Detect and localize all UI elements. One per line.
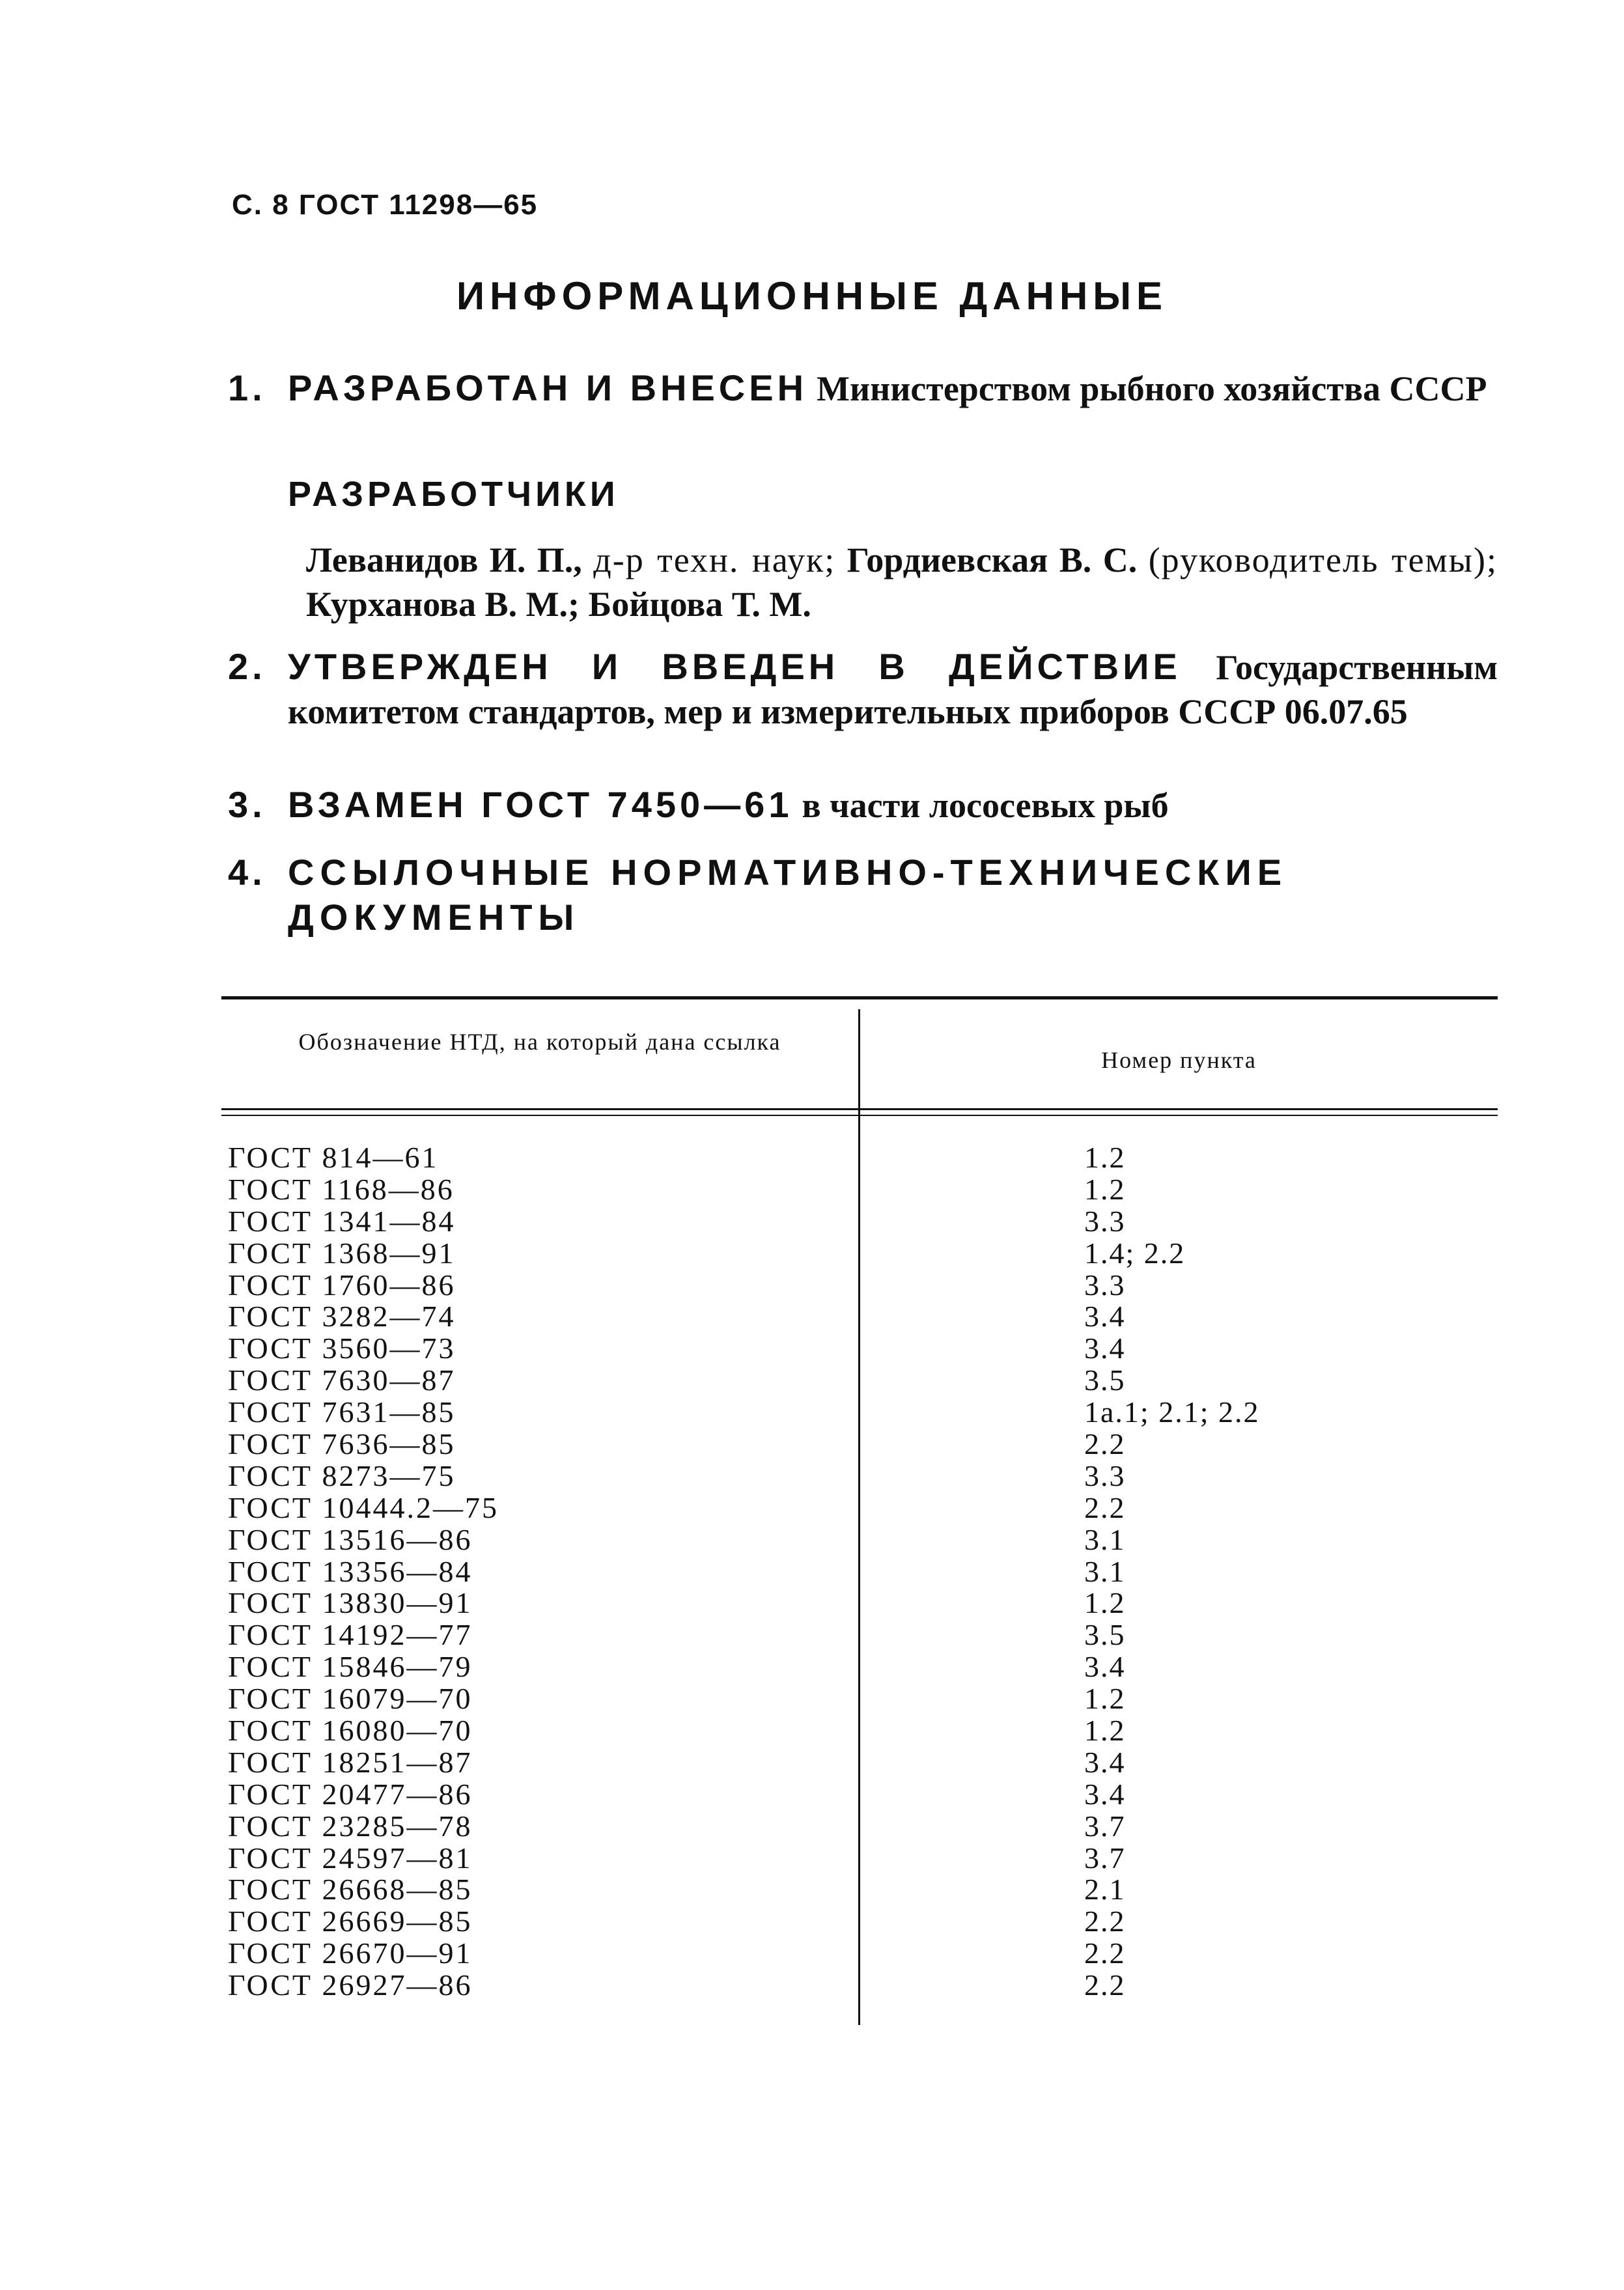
document-designation: ГОСТ 10444.2—75 (228, 1490, 499, 1524)
item-number: 2.1 (1084, 1873, 1126, 1906)
table-row (221, 1779, 1498, 1811)
section-caps: ССЫЛОЧНЫЕ НОРМАТИВНО-ТЕХНИЧЕСКИЕ ДОКУМЕНТЫ (288, 852, 1288, 938)
document-designation: ГОСТ 814—61 (228, 1141, 439, 1174)
item-number: 2.2 (1084, 1905, 1126, 1938)
section-2 (228, 645, 1498, 734)
item-number: 3.4 (1084, 1650, 1126, 1684)
document-designation: ГОСТ 26927—86 (228, 1968, 473, 2002)
document-designation: ГОСТ 26670—91 (228, 1936, 473, 1970)
document-designation: ГОСТ 24597—81 (228, 1841, 473, 1875)
developer-name: Курханова В. М.; (306, 585, 580, 624)
item-number: 3.4 (1084, 1777, 1126, 1811)
table-row (221, 1747, 1498, 1779)
section-text: Министерством рыбного хозяйства СССР (817, 369, 1487, 408)
reference-table (221, 996, 1498, 2038)
item-number: 3.4 (1084, 1332, 1126, 1365)
table-row (221, 1460, 1498, 1492)
document-designation: ГОСТ 8273—75 (228, 1459, 456, 1492)
section-text: Государственным комитетом стандартов, мер и измерительных приборов СССР 06.07.65 (288, 648, 1498, 731)
item-number: 3.7 (1084, 1841, 1126, 1875)
section-1 (228, 366, 1498, 411)
document-designation: ГОСТ 26669—85 (228, 1905, 473, 1938)
item-number: 1.4; 2.2 (1084, 1236, 1186, 1270)
document-designation: ГОСТ 7636—85 (228, 1427, 456, 1461)
section-caps: РАЗРАБОТАН И ВНЕСЕН (288, 367, 808, 408)
table-row (221, 1906, 1498, 1938)
developer-name: Гордиевская В. С. (847, 540, 1138, 579)
table-row (221, 1397, 1498, 1429)
document-designation: ГОСТ 1341—84 (228, 1204, 456, 1238)
table-row (221, 1683, 1498, 1715)
item-number: 3.1 (1084, 1522, 1126, 1556)
table-top-rule (221, 996, 1498, 999)
section-4 (228, 850, 1498, 940)
developers-list (306, 538, 1498, 626)
item-number: 1.2 (1084, 1682, 1126, 1716)
page-header: С. 8 ГОСТ 11298—65 (232, 189, 539, 221)
table-row (221, 1556, 1498, 1588)
item-number: 2.2 (1084, 1936, 1126, 1970)
table-row (221, 1270, 1498, 1302)
document-designation: ГОСТ 23285—78 (228, 1809, 473, 1843)
section-number: 3. (228, 784, 266, 825)
document-designation: ГОСТ 15846—79 (228, 1650, 473, 1684)
table-row (221, 1874, 1498, 1906)
table-row (221, 1333, 1498, 1365)
table-row (221, 1238, 1498, 1270)
table-row (221, 1492, 1498, 1524)
item-number: 3.3 (1084, 1459, 1126, 1492)
item-number: 1.2 (1084, 1586, 1126, 1620)
column-header-item: Номер пункта (1101, 1047, 1257, 1073)
document-designation: ГОСТ 13516—86 (228, 1522, 473, 1556)
document-designation: ГОСТ 1168—86 (228, 1172, 455, 1206)
table-row (221, 1715, 1498, 1747)
table-row (221, 1938, 1498, 1970)
section-number: 4. (228, 852, 266, 893)
developer-name: Бойцова Т. М. (588, 585, 811, 624)
table-body (221, 1142, 1498, 2002)
item-number: 3.3 (1084, 1204, 1126, 1238)
column-header-document: Обозначение НТД, на который дана ссылка (298, 1029, 781, 1055)
document-designation: ГОСТ 3282—74 (228, 1300, 456, 1334)
document-designation: ГОСТ 3560—73 (228, 1332, 456, 1365)
item-number: 3.5 (1084, 1618, 1126, 1652)
table-row (221, 1843, 1498, 1875)
section-number: 2. (228, 646, 266, 687)
developer-role: д-р техн. наук; (593, 540, 836, 579)
document-designation: ГОСТ 13830—91 (228, 1586, 473, 1620)
section-number: 1. (228, 367, 266, 408)
item-number: 1.2 (1084, 1172, 1126, 1206)
document-designation: ГОСТ 20477—86 (228, 1777, 473, 1811)
developer-role: (руководитель темы); (1148, 540, 1498, 579)
section-caps: ВЗАМЕН ГОСТ 7450—61 (288, 784, 793, 825)
document-designation: ГОСТ 16079—70 (228, 1682, 473, 1716)
table-row (221, 1619, 1498, 1651)
table-row (221, 1142, 1498, 1174)
table-row (221, 1429, 1498, 1460)
item-number: 3.1 (1084, 1554, 1126, 1588)
document-designation: ГОСТ 1760—86 (228, 1268, 456, 1302)
item-number: 3.7 (1084, 1809, 1126, 1843)
document-designation: ГОСТ 18251—87 (228, 1745, 473, 1779)
item-number: 3.5 (1084, 1363, 1126, 1397)
document-designation: ГОСТ 7630—87 (228, 1363, 456, 1397)
table-row (221, 1524, 1498, 1556)
item-number: 2.2 (1084, 1968, 1126, 2002)
developer-name: Леванидов И. П., (306, 540, 582, 579)
table-row (221, 1365, 1498, 1397)
section-caps: УТВЕРЖДЕН И ВВЕДЕН В ДЕЙСТВИЕ (288, 646, 1181, 687)
item-number: 2.2 (1084, 1427, 1126, 1461)
table-row (221, 1174, 1498, 1206)
document-designation: ГОСТ 13356—84 (228, 1554, 473, 1588)
table-row (221, 1301, 1498, 1333)
item-number: 1.2 (1084, 1714, 1126, 1748)
item-number: 3.3 (1084, 1268, 1126, 1302)
section-text: в части лососевых рыб (802, 786, 1169, 825)
document-designation: ГОСТ 7631—85 (228, 1395, 456, 1429)
section-3 (228, 783, 1498, 828)
item-number: 1а.1; 2.1; 2.2 (1084, 1395, 1260, 1429)
table-row (221, 1587, 1498, 1619)
page-title: ИНФОРМАЦИОННЫЕ ДАННЫЕ (456, 274, 1168, 318)
item-number: 2.2 (1084, 1490, 1126, 1524)
table-row (221, 1651, 1498, 1683)
table-row (221, 1970, 1498, 2002)
developers-heading: РАЗРАБОТЧИКИ (288, 475, 619, 514)
item-number: 3.4 (1084, 1745, 1126, 1779)
item-number: 3.4 (1084, 1300, 1126, 1334)
document-designation: ГОСТ 16080—70 (228, 1714, 473, 1748)
document-designation: ГОСТ 26668—85 (228, 1873, 473, 1906)
item-number: 1.2 (1084, 1141, 1126, 1174)
table-row (221, 1811, 1498, 1843)
table-row (221, 1206, 1498, 1238)
document-designation: ГОСТ 14192—77 (228, 1618, 473, 1652)
document-designation: ГОСТ 1368—91 (228, 1236, 456, 1270)
